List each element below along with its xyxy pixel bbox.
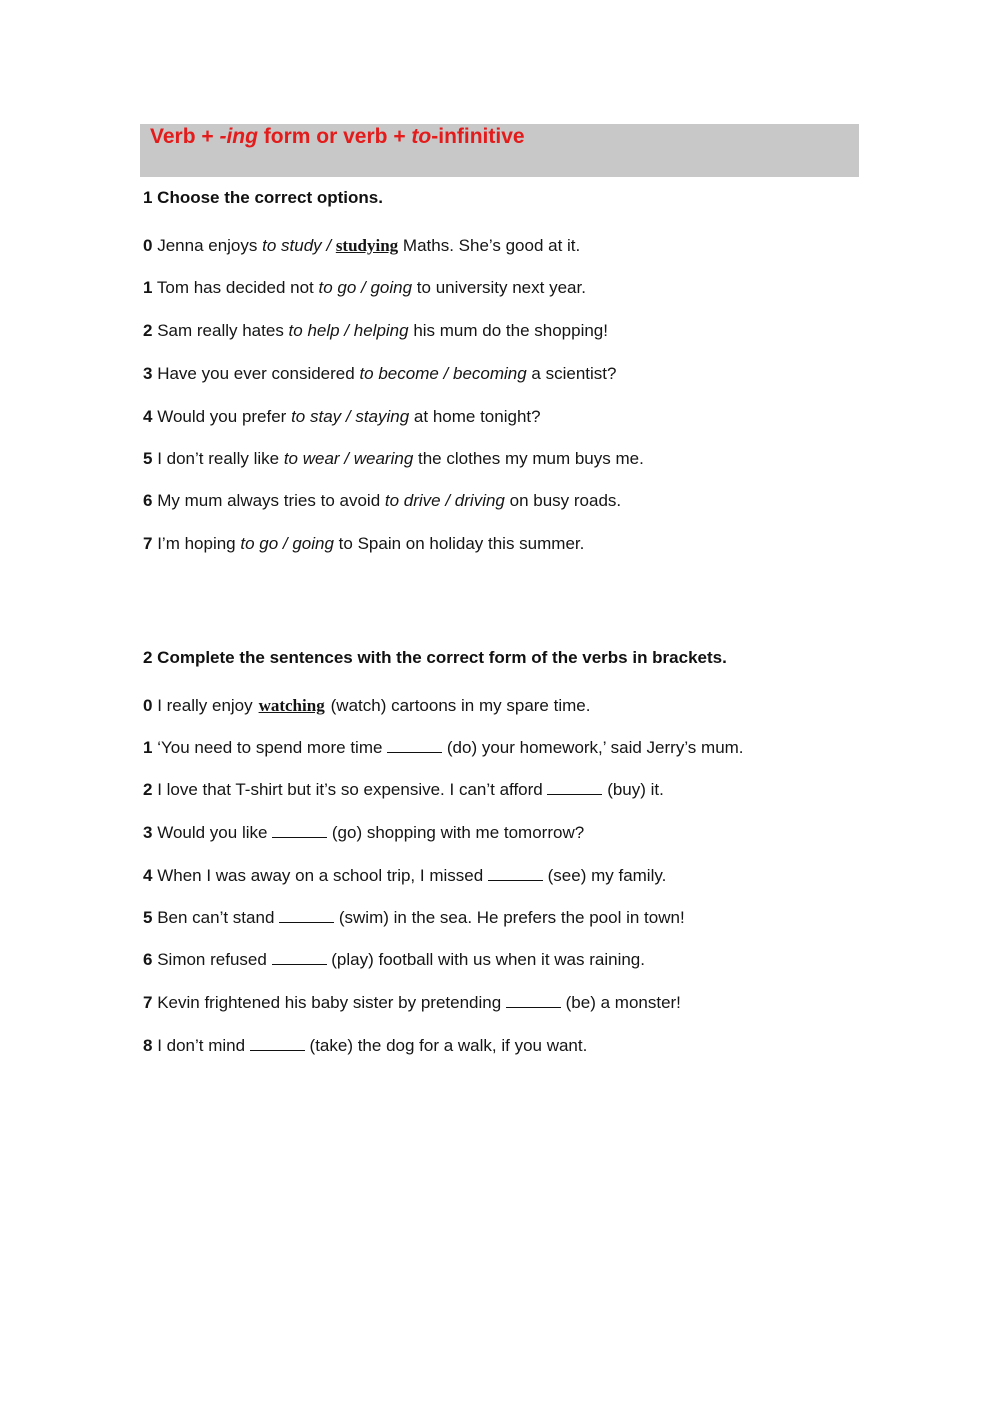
exercise-1-item [143,491,621,511]
item-text: (take) the dog for a walk, if you want. [304,1036,588,1055]
item-text: Would you prefer [157,407,292,426]
item-number: 5 [143,449,153,468]
exercise-2-item [143,696,590,716]
item-text: I really enjoy [157,696,253,715]
item-text: Jenna enjoys [157,236,263,255]
item-text: Ben can’t stand [157,908,280,927]
item-text: a scientist? [526,364,617,383]
exercise-1-item [143,534,584,554]
exercise-1-item [143,407,541,427]
answer-blank[interactable] [547,780,602,795]
title-part-italic: -ing [219,125,258,148]
answer-blank[interactable] [279,908,334,923]
example-answer: watching [258,696,325,715]
item-text: Kevin frightened his baby sister by pretending [157,993,506,1012]
exercise-1-item [143,364,616,384]
item-text: on busy roads. [504,491,622,510]
item-options[interactable]: to stay / staying [291,407,410,426]
exercise-2-item [143,993,681,1013]
answer-blank[interactable] [250,1036,305,1051]
item-text: ‘You need to spend more time [157,738,388,757]
item-text: Would you like [157,823,273,842]
item-text: I’m hoping [157,534,241,553]
page-title [150,125,525,149]
item-number: 2 [143,321,153,340]
title-part: form or verb + [257,125,412,148]
item-text: (do) your homework,’ said Jerry’s mum. [442,738,744,757]
exercise-1-item [143,278,586,298]
title-part: Verb + [150,125,220,148]
item-number: 1 [143,278,153,297]
item-text: Simon refused [157,950,272,969]
answer-blank[interactable] [387,738,442,753]
item-number: 0 [143,236,153,255]
item-number: 4 [143,866,153,885]
item-options: to study / [262,236,336,255]
item-number: 6 [143,950,153,969]
item-text: (be) a monster! [560,993,681,1012]
item-options[interactable]: to wear / wearing [283,449,414,468]
exercise-1-item [143,449,644,469]
item-text: (play) football with us when it was raining. [326,950,645,969]
item-text: Tom has decided not [156,278,319,297]
item-text: (buy) it. [602,780,664,799]
item-number: 7 [143,993,153,1012]
answer-blank[interactable] [488,866,543,881]
answer-blank[interactable] [506,993,561,1008]
exercise-1-item [143,236,580,256]
item-number: 6 [143,491,153,510]
item-text: Maths. She’s good at it. [398,236,581,255]
item-text: to university next year. [412,278,586,297]
item-text: to Spain on holiday this summer. [333,534,585,553]
item-text: (swim) in the sea. He prefers the pool in town! [334,908,685,927]
item-text: the clothes my mum buys me. [413,449,644,468]
item-text: (see) my family. [542,866,667,885]
item-number: 8 [143,1036,153,1055]
item-options[interactable]: to go / going [240,534,334,553]
item-number: 2 [143,780,153,799]
title-banner [140,124,859,177]
exercise-2-item [143,866,666,886]
item-number: 3 [143,364,153,383]
title-part: -infinitive [431,125,525,148]
item-options[interactable]: to become / becoming [359,364,527,383]
item-text: I love that T-shirt but it’s so expensive. I can’t afford [157,780,548,799]
item-number: 4 [143,407,153,426]
exercise-2-item [143,823,584,843]
exercise-2-item [143,908,685,928]
answer-blank[interactable] [272,950,327,965]
item-number: 3 [143,823,153,842]
exercise-2-item [143,1036,587,1056]
exercise-2-item [143,780,664,800]
exercise-2-item [143,738,744,758]
exercise-1-heading: 1 Choose the correct options. [143,188,383,207]
item-text: I don’t really like [157,449,284,468]
example-answer: studying [335,236,399,255]
item-text: I don’t mind [157,1036,250,1055]
item-text: his mum do the shopping! [408,321,608,340]
exercise-1-item [143,321,608,341]
exercise-2-item [143,950,645,970]
item-text: Sam really hates [157,321,289,340]
item-number: 5 [143,908,153,927]
item-number: 0 [143,696,153,715]
item-text: My mum always tries to avoid [157,491,385,510]
item-text: When I was away on a school trip, I missed [157,866,488,885]
item-number: 7 [143,534,153,553]
exercise-2-heading: 2 Complete the sentences with the correct form of the verbs in brackets. [143,648,727,667]
item-text: (watch) cartoons in my spare time. [330,696,591,715]
item-text: (go) shopping with me tomorrow? [327,823,585,842]
item-options[interactable]: to help / helping [288,321,409,340]
item-text: at home tonight? [409,407,541,426]
item-options[interactable]: to go / going [318,278,413,297]
item-text: Have you ever considered [157,364,360,383]
answer-blank[interactable] [272,823,327,838]
item-options[interactable]: to drive / driving [384,491,505,510]
title-part-italic: to [411,125,432,148]
item-number: 1 [143,738,153,757]
